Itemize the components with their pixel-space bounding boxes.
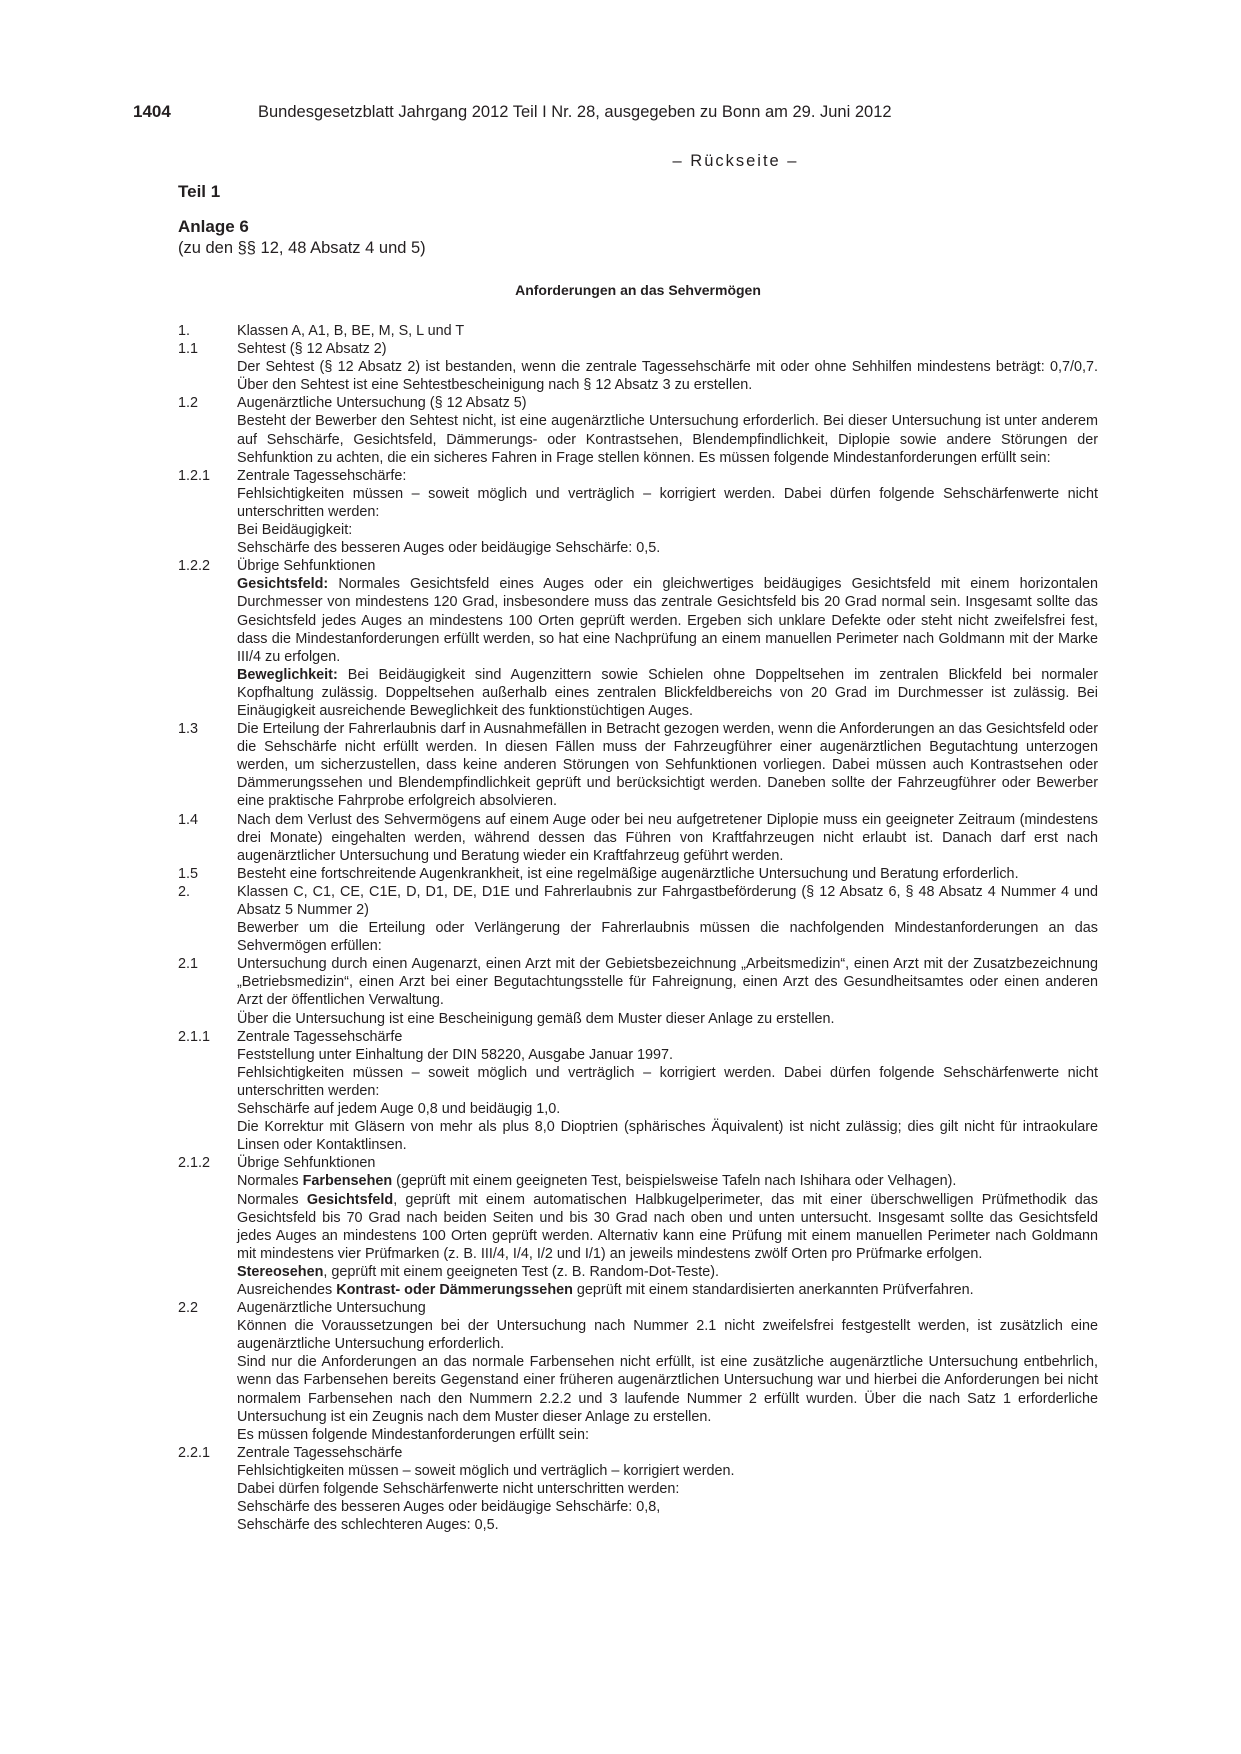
item-line bbox=[237, 666, 1098, 720]
item-number: 1.3 bbox=[178, 721, 199, 738]
item-line: Sehschärfe des besseren Auges oder beidäugige Sehschärfe: 0,5. bbox=[237, 540, 661, 557]
item-number: 2.1.2 bbox=[178, 1155, 211, 1172]
term-prefix: Ausreichendes bbox=[237, 1281, 337, 1298]
list-item bbox=[178, 557, 1098, 720]
item-line: Zentrale Tagessehschärfe: bbox=[237, 467, 407, 484]
term-text: (geprüft mit einem geeigneten Test, beispielsweise Tafeln nach Ishihara oder Velhagen). bbox=[392, 1173, 957, 1190]
item-line: Übrige Sehfunktionen bbox=[237, 558, 376, 575]
annex-reference: (zu den §§ 12, 48 Absatz 4 und 5) bbox=[178, 239, 426, 257]
item-content bbox=[237, 811, 1098, 865]
item-line: Besteht eine fortschreitende Augenkrankheit, ist eine regelmäßige augenärztliche Untersuchung und Beratung erforderlich. bbox=[237, 865, 1019, 882]
item-line: Übrige Sehfunktionen bbox=[237, 1155, 376, 1172]
item-line: Bei Beidäugigkeit: bbox=[237, 522, 353, 539]
item-line: Fehlsichtigkeiten müssen – soweit möglich und verträglich – korrigiert werden. Dabei dürfen folgende Sehschärfenwerte nicht unterschritten werden: bbox=[237, 485, 1098, 520]
term-prefix: Normales bbox=[237, 1191, 307, 1208]
item-content bbox=[237, 1028, 1098, 1155]
item-line: Können die Voraussetzungen bei der Untersuchung nach Nummer 2.1 nicht zweifelsfrei festgestellt werden, ist zusätzlich eine augenärztliche Untersuchung erforderlich. bbox=[237, 1318, 1098, 1353]
item-line: Fehlsichtigkeiten müssen – soweit möglich und verträglich – korrigiert werden. Dabei dürfen folgende Sehschärfenwerte nicht unterschritten werden: bbox=[237, 1064, 1098, 1099]
item-line: Klassen C, C1, CE, C1E, D, D1, DE, D1E und Fahrerlaubnis zur Fahrgastbeförderung (§ 12 Absatz 6, § 48 Absatz 4 Nummer 4 und Absatz 5 Nummer 2) bbox=[237, 883, 1098, 918]
list-item bbox=[178, 1028, 1098, 1155]
gazette-header: Bundesgesetzblatt Jahrgang 2012 Teil I Nr. 28, ausgegeben zu Bonn am 29. Juni 2012 bbox=[258, 103, 892, 121]
term-text: Normales Gesichtsfeld eines Auges oder ein gleichwertiges beidäugiges Gesichtsfeld mit einem horizontalen Durchmesser von mindestens 120 Grad, insbesondere muss das zentrale Gesichtsfeld bis 20 Grad normal sein. Insgesamt sollte das Gesichtsfeld jedes Auges an mindestens 100 Orten geprüft werden. Ergeben sich unklare Defekte oder steht nicht zweifelsfrei fest, dass die Mindestanforderungen erfüllt werden, so hat eine Nachprüfung an einem manuellen Perimeter nach Goldmann mit der Marke III/4 zu erfolgen. bbox=[237, 576, 1098, 665]
item-number: 2.2.1 bbox=[178, 1444, 211, 1461]
item-content bbox=[237, 467, 1098, 557]
item-line: Besteht der Bewerber den Sehtest nicht, ist eine augenärztliche Untersuchung erforderlich. Bei dieser Untersuchung ist unter anderem auf Sehschärfe, Gesichtsfeld, Dämmerungs- oder Kontrastsehen, Blendempfindlichkeit, Diplopie sowie andere Störungen der Sehfunktion zu achten, die ein sicheres Fahren in Frage stellen können. Es müssen folgende Mindestanforderungen erfüllt sein: bbox=[237, 413, 1098, 466]
item-content bbox=[237, 865, 1098, 883]
item-line: Es müssen folgende Mindestanforderungen erfüllt sein: bbox=[237, 1426, 589, 1443]
part-title: Teil 1 bbox=[178, 182, 221, 201]
item-line: Bewerber um die Erteilung oder Verlängerung der Fahrerlaubnis müssen die nachfolgenden Mindestanforderungen an das Sehvermögen erfüllen: bbox=[237, 920, 1098, 955]
item-line bbox=[237, 1281, 1098, 1299]
item-number: 2.2 bbox=[178, 1300, 199, 1317]
item-number: 1.1 bbox=[178, 341, 199, 358]
list-item bbox=[178, 865, 1098, 883]
item-content bbox=[237, 883, 1098, 955]
list-item bbox=[178, 340, 1098, 394]
term-text: , geprüft mit einem automatischen Halbkugelperimeter, das mit einer überschwelligen Prüfmethodik das Gesichtsfeld bis 70 Grad nach beiden Seiten und bis 30 Grad nach oben und unten untersucht. Insgesamt sollte das Gesichtsfeld jedes Auges an mindestens 100 Orten geprüft werden. Alternativ kann eine Prüfung mit einem manuellen Perimeter nach Goldmann mit mindestens vier Prüfmarken (z. B. III/4, I/4, I/2 und I/1) an jeweils mindestens zwölf Orten pro Prüfmarke erfolgen. bbox=[237, 1191, 1098, 1262]
item-number: 1.2 bbox=[178, 395, 199, 412]
item-line: Sehschärfe auf jedem Auge 0,8 und beidäugig 1,0. bbox=[237, 1101, 561, 1118]
term-text: , geprüft mit einem geeigneten Test (z. B. Random-Dot-Teste). bbox=[323, 1263, 720, 1280]
bold-term: Gesichtsfeld bbox=[306, 1191, 394, 1208]
bold-term: Farbensehen bbox=[302, 1173, 393, 1190]
item-content bbox=[237, 322, 1098, 340]
item-content bbox=[237, 720, 1098, 810]
list-item bbox=[178, 720, 1098, 810]
item-content bbox=[237, 394, 1098, 466]
item-number: 1.2.2 bbox=[178, 558, 211, 575]
list-item bbox=[178, 955, 1098, 1027]
term-text: Bei Beidäugigkeit sind Augenzittern sowie Schielen ohne Doppeltsehen im zentralen Blickfeld bei normaler Kopfhaltung zulässig. Doppeltsehen außerhalb eines zentralen Blickfeldbereichs von 20 Grad im Durchmesser ist zulässig. Bei Einäugigkeit ausreichende Beweglichkeit des funktionstüchtigen Auges. bbox=[237, 666, 1098, 719]
item-content bbox=[237, 1444, 1098, 1534]
item-line: Die Korrektur mit Gläsern von mehr als plus 8,0 Dioptrien (sphärisches Äquivalent) ist nicht zulässig; dies gilt nicht für intraokulare Linsen oder Kontaktlinsen. bbox=[237, 1119, 1098, 1154]
bold-term: Kontrast- oder Dämmerungssehen bbox=[336, 1281, 573, 1298]
item-line: Nach dem Verlust des Sehvermögens auf einem Auge oder bei neu aufgetretener Diplopie muss ein geeigneter Zeitraum (mindestens drei Monate) eingehalten werden, während dessen das Führen von Kraftfahrzeugen nicht erlaubt ist. Danach darf erst nach augenärztlicher Untersuchung und Beratung wieder ein Kraftfahrzeug geführt werden. bbox=[237, 811, 1098, 864]
item-number: 2.1.1 bbox=[178, 1028, 211, 1045]
item-number: 2.1 bbox=[178, 956, 199, 973]
list-item bbox=[178, 883, 1098, 955]
bold-term: Gesichtsfeld: bbox=[237, 576, 329, 593]
item-line: Klassen A, A1, B, BE, M, S, L und T bbox=[237, 323, 465, 339]
item-line: Dabei dürfen folgende Sehschärfenwerte nicht unterschritten werden: bbox=[237, 1481, 680, 1497]
item-content bbox=[237, 1299, 1098, 1444]
item-line: Sehschärfe des schlechteren Auges: 0,5. bbox=[237, 1517, 499, 1534]
item-content bbox=[237, 1154, 1098, 1299]
item-content bbox=[237, 340, 1098, 394]
item-line: Sehschärfe des besseren Auges oder beidäugige Sehschärfe: 0,8, bbox=[237, 1499, 661, 1516]
item-content bbox=[237, 955, 1098, 1027]
bold-term: Beweglichkeit: bbox=[237, 666, 338, 683]
section-title: Anforderungen an das Sehvermögen bbox=[515, 282, 761, 298]
item-number: 1.5 bbox=[178, 865, 199, 882]
item-line: Augenärztliche Untersuchung bbox=[237, 1300, 426, 1317]
bold-term: Stereosehen bbox=[237, 1263, 324, 1280]
item-number: 1.2.1 bbox=[178, 467, 211, 484]
annex-title: Anlage 6 bbox=[178, 217, 249, 236]
item-number: 1. bbox=[178, 323, 191, 339]
item-line bbox=[237, 575, 1098, 665]
item-line: Über die Untersuchung ist eine Bescheinigung gemäß dem Muster dieser Anlage zu erstellen. bbox=[237, 1010, 835, 1027]
page-number: 1404 bbox=[133, 102, 171, 121]
list-item bbox=[178, 394, 1098, 466]
item-line: Zentrale Tagessehschärfe bbox=[237, 1028, 403, 1045]
document-body bbox=[178, 322, 1098, 1534]
list-item bbox=[178, 1154, 1098, 1299]
item-line: Sind nur die Anforderungen an das normale Farbensehen nicht erfüllt, ist eine zusätzliche augenärztliche Untersuchung entbehrlich, wenn das Farbensehen bereits Gegenstand einer früheren augenärztlichen Untersuchung war und hierbei die Anforderungen bei nicht normalem Farbensehen nach den Nummern 2.2.2 und 3 laufende Nummer 2 erfüllt wurden. Über die nach Satz 1 erforderliche Untersuchung ist ein Zeugnis nach dem Muster dieser Anlage zu erstellen. bbox=[237, 1354, 1098, 1425]
item-line: Augenärztliche Untersuchung (§ 12 Absatz 5) bbox=[237, 395, 527, 412]
list-item bbox=[178, 467, 1098, 557]
item-line: Die Erteilung der Fahrerlaubnis darf in Ausnahmefällen in Betracht gezogen werden, wenn die Anforderungen an das Gesichtsfeld oder die Sehschärfe nicht erfüllt werden. In diesen Fällen muss der Fahrzeugführer einer augenärztlichen Begutachtung unterzogen werden, um sicherzustellen, dass keine anderen Störungen von Sehfunktionen vorliegen. Dabei müssen auch Kontrastsehen oder Dämmerungssehen und Blendempfindlichkeit geprüft und berücksichtigt werden. Daneben sollte der Fahrzeugführer oder Bewerber eine praktische Fahrprobe erfolgreich absolvieren. bbox=[237, 721, 1098, 810]
term-prefix: Normales bbox=[237, 1173, 303, 1190]
list-item bbox=[178, 1444, 1098, 1534]
item-line: Fehlsichtigkeiten müssen – soweit möglich und verträglich – korrigiert werden. bbox=[237, 1462, 735, 1479]
item-line: Feststellung unter Einhaltung der DIN 58220, Ausgabe Januar 1997. bbox=[237, 1046, 674, 1063]
list-item bbox=[178, 811, 1098, 865]
item-line bbox=[237, 1172, 1098, 1190]
item-number: 1.4 bbox=[178, 811, 199, 828]
item-line bbox=[237, 1263, 1098, 1281]
list-item bbox=[178, 1299, 1098, 1444]
term-text: geprüft mit einem standardisierten anerkannten Prüfverfahren. bbox=[572, 1281, 974, 1298]
list-item bbox=[178, 322, 1098, 340]
item-line: Sehtest (§ 12 Absatz 2) bbox=[237, 341, 387, 358]
item-content bbox=[237, 557, 1098, 720]
item-line: Der Sehtest (§ 12 Absatz 2) ist bestanden, wenn die zentrale Tagessehschärfe mit oder ohne Sehhilfen mindestens beträgt: 0,7/0,7. Über den Sehtest ist eine Sehtestbescheinigung nach § 12 Absatz 3 zu erstellen. bbox=[237, 359, 1098, 394]
item-number: 2. bbox=[178, 883, 191, 900]
item-line bbox=[237, 1191, 1098, 1263]
back-side-label: – Rückseite – bbox=[672, 152, 799, 170]
item-line: Untersuchung durch einen Augenarzt, einen Arzt mit der Gebietsbezeichnung „Arbeitsmedizin“, einen Arzt mit der Zusatzbezeichnung „Betriebsmedizin“, einen Arzt bei einer Begutachtungsstelle für Fahreignung, einen Arzt des Gesundheitsamtes oder einen anderen Arzt der öffentlichen Verwaltung. bbox=[237, 956, 1098, 1009]
item-line: Zentrale Tagessehschärfe bbox=[237, 1444, 403, 1461]
